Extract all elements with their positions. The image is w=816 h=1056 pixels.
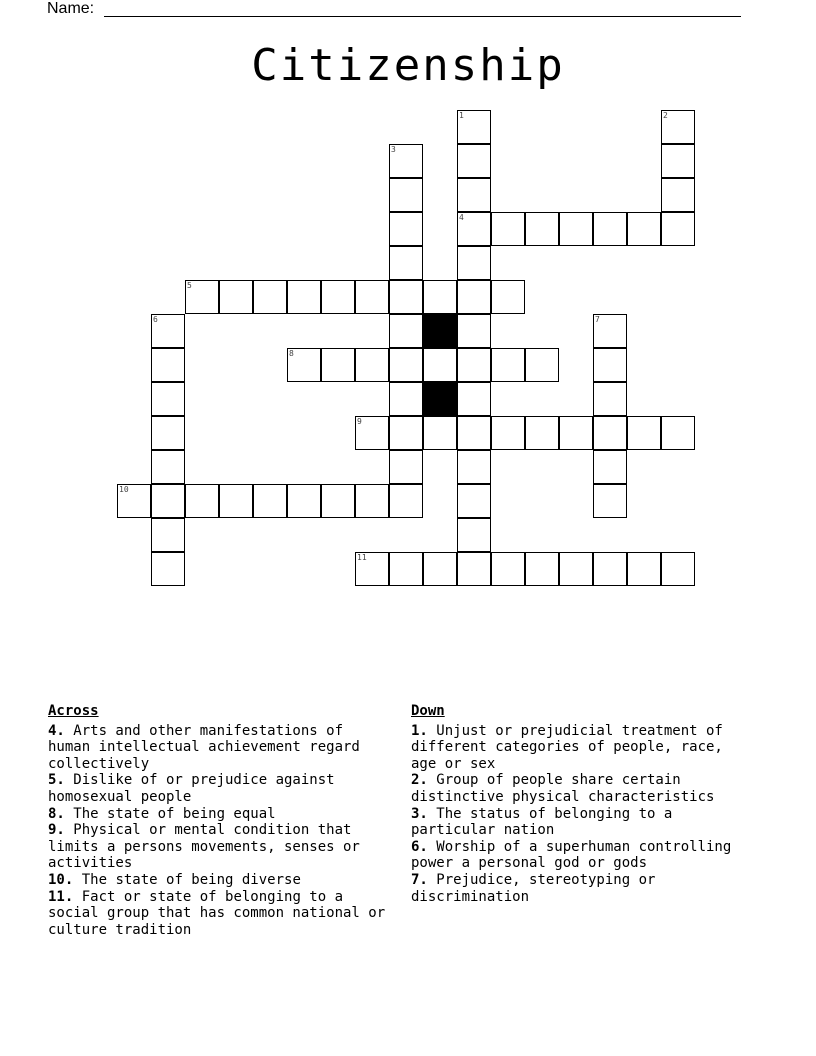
grid-cell[interactable] — [457, 144, 491, 178]
clue-item-text: Physical or mental condition that limits a persons movements, senses or activities — [48, 822, 360, 872]
clue-item-number: 11. — [48, 888, 74, 905]
grid-cell[interactable] — [661, 416, 695, 450]
grid-cell[interactable] — [457, 212, 491, 246]
clue-item-text: Group of people share certain distinctive physical characteristics — [411, 772, 715, 805]
grid-cell[interactable] — [389, 484, 423, 518]
clue-item-text: Prejudice, stereotyping or discrimination — [411, 871, 656, 905]
clue-number: 2 — [663, 111, 668, 120]
grid-cell[interactable] — [491, 416, 525, 450]
clue-item-text: Fact or state of belonging to a social group that has common national or culture tradition — [48, 888, 386, 938]
clue-item — [48, 723, 393, 773]
clue-number: 4 — [459, 213, 464, 222]
grid-block — [423, 382, 457, 416]
clue-number: 8 — [289, 349, 294, 358]
clue-item-number: 2. — [411, 772, 428, 789]
grid-cell[interactable] — [525, 212, 559, 246]
grid-cell[interactable] — [219, 280, 253, 314]
grid-cell[interactable] — [457, 348, 491, 382]
clue-item — [411, 839, 756, 872]
down-clues — [411, 703, 756, 905]
clue-item-number: 5. — [48, 772, 65, 789]
grid-cell[interactable] — [593, 484, 627, 518]
clue-item — [48, 772, 393, 805]
grid-cell[interactable] — [593, 552, 627, 586]
grid-cell[interactable] — [457, 450, 491, 484]
clue-number: 5 — [187, 281, 192, 290]
clue-number: 6 — [153, 315, 158, 324]
down-clue-list — [411, 723, 756, 906]
grid-cell[interactable] — [525, 416, 559, 450]
grid-cell[interactable] — [151, 348, 185, 382]
grid-cell[interactable] — [593, 212, 627, 246]
grid-cell[interactable] — [525, 348, 559, 382]
grid-cell[interactable] — [423, 416, 457, 450]
page-title: Citizenship — [251, 40, 565, 91]
grid-cell[interactable] — [457, 552, 491, 586]
grid-cell[interactable] — [151, 450, 185, 484]
clue-number: 11 — [357, 553, 367, 562]
grid-cell[interactable] — [321, 484, 355, 518]
clue-number: 3 — [391, 145, 396, 154]
clue-item-text: Worship of a superhuman controlling power a personal god or gods — [411, 838, 732, 872]
clue-item-text: Arts and other manifestations of human intellectual achievement regard collectively — [48, 722, 360, 772]
grid-cell[interactable] — [491, 348, 525, 382]
grid-cell[interactable] — [355, 416, 389, 450]
name-label: Name: — [47, 0, 95, 17]
grid-cell[interactable] — [423, 348, 457, 382]
grid-cell[interactable] — [355, 280, 389, 314]
grid-cell[interactable] — [219, 484, 253, 518]
grid-cell[interactable] — [457, 178, 491, 212]
grid-cell[interactable] — [389, 178, 423, 212]
clue-item — [411, 872, 756, 905]
grid-cell[interactable] — [423, 280, 457, 314]
clue-number: 9 — [357, 417, 362, 426]
grid-cell[interactable] — [661, 110, 695, 144]
grid-cell[interactable] — [457, 382, 491, 416]
grid-cell[interactable] — [559, 416, 593, 450]
clue-number: 1 — [459, 111, 464, 120]
clue-item — [411, 806, 756, 839]
grid-cell[interactable] — [151, 382, 185, 416]
grid-cell[interactable] — [457, 484, 491, 518]
grid-cell[interactable] — [457, 110, 491, 144]
grid-cell[interactable] — [627, 212, 661, 246]
grid-cell[interactable] — [389, 382, 423, 416]
grid-cell[interactable] — [491, 212, 525, 246]
grid-cell[interactable] — [423, 552, 457, 586]
grid-cell[interactable] — [253, 484, 287, 518]
grid-cell[interactable] — [389, 144, 423, 178]
grid-cell[interactable] — [389, 280, 423, 314]
grid-block — [423, 314, 457, 348]
clue-item — [48, 806, 393, 823]
clue-item-number: 6. — [411, 838, 428, 855]
grid-cell[interactable] — [321, 280, 355, 314]
grid-cell[interactable] — [627, 552, 661, 586]
grid-cell[interactable] — [287, 280, 321, 314]
grid-cell[interactable] — [321, 348, 355, 382]
grid-cell[interactable] — [661, 178, 695, 212]
grid-cell[interactable] — [457, 314, 491, 348]
grid-cell[interactable] — [593, 348, 627, 382]
grid-cell[interactable] — [457, 518, 491, 552]
grid-cell[interactable] — [287, 348, 321, 382]
grid-cell[interactable] — [117, 484, 151, 518]
clue-number: 7 — [595, 315, 600, 324]
clue-item-text: The state of being diverse — [73, 871, 301, 888]
grid-cell[interactable] — [593, 382, 627, 416]
grid-cell[interactable] — [389, 246, 423, 280]
grid-cell[interactable] — [151, 314, 185, 348]
grid-cell[interactable] — [253, 280, 287, 314]
clue-item — [48, 822, 393, 872]
grid-cell[interactable] — [355, 348, 389, 382]
clue-item-number: 3. — [411, 805, 428, 822]
grid-cell[interactable] — [151, 416, 185, 450]
grid-cell[interactable] — [457, 416, 491, 450]
grid-cell[interactable] — [389, 552, 423, 586]
clue-item — [48, 872, 393, 889]
grid-cell[interactable] — [593, 450, 627, 484]
grid-cell[interactable] — [151, 518, 185, 552]
clue-number: 10 — [119, 485, 129, 494]
clue-item-text: Dislike of or prejudice against homosexual people — [48, 772, 335, 805]
grid-cell[interactable] — [559, 552, 593, 586]
clue-item-number: 8. — [48, 805, 65, 822]
grid-cell[interactable] — [661, 144, 695, 178]
grid-cell[interactable] — [389, 416, 423, 450]
grid-cell[interactable] — [491, 552, 525, 586]
clue-item-number: 7. — [411, 871, 428, 888]
grid-cell[interactable] — [355, 552, 389, 586]
grid-cell[interactable] — [661, 212, 695, 246]
grid-cell[interactable] — [661, 552, 695, 586]
across-heading: Across — [48, 703, 99, 719]
clue-item-text: Unjust or prejudicial treatment of different categories of people, race, age or sex — [411, 722, 723, 772]
grid-cell[interactable] — [355, 484, 389, 518]
clue-item-number: 10. — [48, 871, 74, 888]
grid-cell[interactable] — [287, 484, 321, 518]
grid-cell[interactable] — [593, 314, 627, 348]
grid-cell[interactable] — [525, 552, 559, 586]
grid-cell[interactable] — [185, 280, 219, 314]
clue-item — [48, 889, 393, 939]
clue-item-text: The status of belonging to a particular nation — [411, 805, 673, 839]
clue-item-number: 9. — [48, 822, 65, 839]
grid-cell[interactable] — [457, 246, 491, 280]
grid-cell[interactable] — [389, 314, 423, 348]
grid-cell[interactable] — [457, 280, 491, 314]
clue-item-number: 1. — [411, 722, 428, 739]
grid-cell[interactable] — [389, 450, 423, 484]
clue-item-text: The state of being equal — [64, 805, 276, 822]
grid-cell[interactable] — [593, 416, 627, 450]
down-heading: Down — [411, 703, 445, 719]
clue-item-number: 4. — [48, 722, 65, 739]
grid-cell[interactable] — [151, 484, 185, 518]
across-clue-list — [48, 723, 393, 939]
grid-cell[interactable] — [491, 280, 525, 314]
grid-cell[interactable] — [559, 212, 593, 246]
grid-cell[interactable] — [627, 416, 661, 450]
across-clues — [48, 703, 393, 938]
grid-cell[interactable] — [389, 348, 423, 382]
grid-cell[interactable] — [389, 212, 423, 246]
grid-cell[interactable] — [185, 484, 219, 518]
grid-cell[interactable] — [151, 552, 185, 586]
clue-item — [411, 723, 756, 773]
clue-item — [411, 772, 756, 805]
